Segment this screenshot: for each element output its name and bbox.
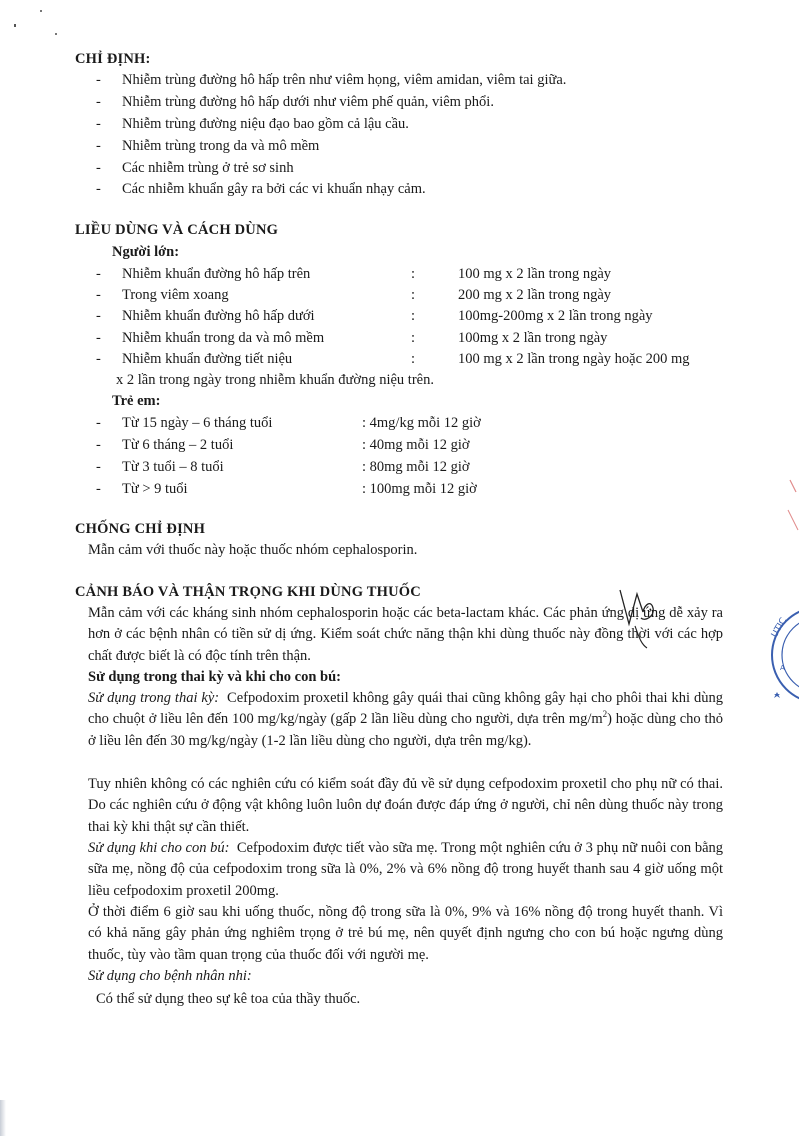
dash: - bbox=[96, 437, 101, 453]
pregnancy-label: Sử dụng trong thai kỳ: bbox=[88, 690, 220, 706]
colon: : bbox=[411, 308, 416, 324]
lactation-paragraph-2: Ở thời điểm 6 giờ sau khi uống thuốc, nồng độ trong sữa là 0%, 9% và 16% nồng độ trong huyết thanh. Vì có khả năng gây phản ứng nghiêm trọng ở trẻ bú mẹ, nên quyết định ngưng cho con bú hoặc ngưng dùng thuốc, tùy vào tầm quan trọng của thuốc đối với người mẹ. bbox=[88, 904, 723, 963]
lactation-text: Cefpodoxim được tiết vào sữa mẹ. Trong một nghiên cứu ở 3 phụ nữ nuôi con bằng sữa mẹ, nồng độ của cefpodoxim trong sữa là 0%, 2% và 6% nồng độ trong huyết thanh sau 4 giờ uống một liều cefpodoxim proxetil 200mg. bbox=[88, 840, 724, 899]
dosage-heading: LIỀU DÙNG VÀ CÁCH DÙNG bbox=[75, 222, 279, 238]
table-row bbox=[96, 306, 736, 326]
table-row bbox=[96, 264, 736, 284]
dose-cell: : 40mg mỗi 12 giờ bbox=[362, 437, 470, 453]
children-label: Trẻ em: bbox=[112, 393, 161, 409]
list-item bbox=[96, 136, 320, 156]
colon: : bbox=[411, 351, 416, 367]
list-item-text: Nhiễm trùng trong da và mô mềm bbox=[122, 138, 320, 154]
condition-cell: Nhiễm khuẩn đường hô hấp dưới bbox=[122, 308, 315, 324]
scan-speck bbox=[55, 33, 57, 35]
table-row bbox=[96, 435, 470, 455]
dash: - bbox=[96, 415, 101, 431]
list-item-text: Các nhiễm trùng ở trẻ sơ sinh bbox=[122, 160, 294, 176]
dash: - bbox=[96, 181, 101, 197]
dash: - bbox=[96, 330, 101, 346]
condition-cell: Nhiễm khuẩn đường tiết niệu bbox=[122, 351, 293, 367]
scan-speck bbox=[40, 10, 42, 12]
dash: - bbox=[96, 308, 101, 324]
age-cell: Từ 3 tuổi – 8 tuổi bbox=[122, 459, 224, 475]
list-item bbox=[96, 114, 409, 134]
superscript: 2 bbox=[602, 709, 608, 720]
dose-cell: 100 mg x 2 lần trong ngày bbox=[458, 266, 612, 282]
pediatric-text: Có thể sử dụng theo sự kê toa của thầy thuốc. bbox=[96, 991, 361, 1007]
dash: - bbox=[96, 481, 101, 497]
table-row bbox=[96, 349, 736, 369]
dash: - bbox=[96, 116, 101, 132]
stamp-fragment bbox=[760, 470, 799, 750]
list-item-text: Nhiễm trùng đường niệu đạo bao gồm cả lậu cầu. bbox=[122, 116, 409, 132]
list-item-text: Nhiễm trùng đường hô hấp dưới như viêm phế quản, viêm phổi. bbox=[122, 94, 494, 110]
table-row bbox=[96, 328, 736, 348]
lactation-label: Sử dụng khi cho con bú: bbox=[88, 840, 230, 856]
table-row bbox=[96, 285, 736, 305]
warnings-heading: CẢNH BÁO VÀ THẬN TRỌNG KHI DÙNG THUỐC bbox=[75, 584, 421, 600]
table-row bbox=[96, 457, 470, 477]
dash: - bbox=[96, 94, 101, 110]
list-item-text: Các nhiễm khuẩn gây ra bởi các vi khuẩn nhạy cảm. bbox=[122, 181, 426, 197]
pregnancy-heading: Sử dụng trong thai kỳ và khi cho con bú: bbox=[88, 669, 341, 685]
list-item bbox=[96, 179, 426, 199]
warnings-intro: Mẫn cảm với các kháng sinh nhóm cephalosporin hoặc các beta-lactam khác. Các phản ứng dị ứng dễ xảy ra hơn ở các bệnh nhân có tiền sử dị ứng. Kiểm soát chức năng thận khi dùng thuốc này đồng thời với các hợp chất được biết là có độc tính trên thận. bbox=[88, 605, 723, 664]
dash: - bbox=[96, 160, 101, 176]
dash: - bbox=[96, 266, 101, 282]
list-item bbox=[96, 92, 494, 112]
list-item bbox=[96, 70, 567, 90]
condition-cell: Nhiễm khuẩn trong da và mô mềm bbox=[122, 330, 325, 346]
table-row bbox=[96, 413, 481, 433]
dash: - bbox=[96, 287, 101, 303]
dose-cell: : 80mg mỗi 12 giờ bbox=[362, 459, 470, 475]
age-cell: Từ 6 tháng – 2 tuổi bbox=[122, 437, 234, 453]
dose-continuation: x 2 lần trong ngày trong nhiễm khuẩn đường niệu trên. bbox=[116, 372, 434, 388]
dose-cell: : 4mg/kg mỗi 12 giờ bbox=[362, 415, 481, 431]
scan-edge-shadow bbox=[0, 1100, 6, 1136]
pediatric-label: Sử dụng cho bệnh nhân nhi: bbox=[88, 968, 252, 984]
dose-cell: 100 mg x 2 lần trong ngày hoặc 200 mg bbox=[458, 351, 690, 367]
colon: : bbox=[411, 266, 416, 282]
indications-heading: CHỈ ĐỊNH: bbox=[75, 51, 151, 67]
scan-speck bbox=[14, 24, 16, 27]
lactation-paragraph bbox=[88, 838, 723, 902]
pregnancy-text-b: ) hoặc dùng cho thỏ ở liều lên đến 30 mg/kg/ngày (1-2 lần liều dùng cho người, dựa trên mg/kg). bbox=[88, 711, 723, 749]
svg-text:UTIC: UTIC bbox=[769, 616, 790, 640]
dash: - bbox=[96, 138, 101, 154]
pregnancy-paragraph-2: Tuy nhiên không có các nghiên cứu có kiểm soát đầy đủ về sử dụng cefpodoxim proxetil cho phụ nữ có thai. Do các nghiên cứu ở động vật không luôn luôn dự đoán được đáp ứng ở người, chỉ nên dùng thuốc này trong thai kỳ khi thật sự cần thiết. bbox=[88, 776, 723, 835]
dose-cell: 100mg x 2 lần trong ngày bbox=[458, 330, 608, 346]
age-cell: Từ > 9 tuổi bbox=[122, 481, 188, 497]
condition-cell: Nhiễm khuẩn đường hô hấp trên bbox=[122, 266, 311, 282]
pregnancy-paragraph bbox=[88, 688, 723, 752]
list-item bbox=[96, 158, 294, 178]
dose-cell: 100mg-200mg x 2 lần trong ngày bbox=[458, 308, 653, 324]
table-row bbox=[96, 479, 477, 499]
adults-label: Người lớn: bbox=[112, 244, 180, 260]
dose-cell: : 100mg mỗi 12 giờ bbox=[362, 481, 477, 497]
contraindications-heading: CHỐNG CHỈ ĐỊNH bbox=[75, 521, 206, 537]
colon: : bbox=[411, 330, 416, 346]
contraindications-text: Mẫn cảm với thuốc này hoặc thuốc nhóm cephalosporin. bbox=[88, 542, 418, 558]
colon: : bbox=[411, 287, 416, 303]
dash: - bbox=[96, 459, 101, 475]
svg-text:A: A bbox=[780, 664, 785, 672]
list-item-text: Nhiễm trùng đường hô hấp trên như viêm họng, viêm amidan, viêm tai giữa. bbox=[122, 72, 567, 88]
dose-cell: 200 mg x 2 lần trong ngày bbox=[458, 287, 612, 303]
age-cell: Từ 15 ngày – 6 tháng tuổi bbox=[122, 415, 273, 431]
pregnancy-text-a: Cefpodoxim proxetil không gây quái thai cũng không gây hại cho phôi thai khi dùng cho chuột ở liều lên đến 100 mg/kg/ngày (gấp 2 lần liều dùng cho người, dựa trên mg/m bbox=[88, 690, 723, 728]
condition-cell: Trong viêm xoang bbox=[122, 287, 229, 303]
handwritten-mark bbox=[615, 582, 665, 652]
dash: - bbox=[96, 72, 101, 88]
dash: - bbox=[96, 351, 101, 367]
